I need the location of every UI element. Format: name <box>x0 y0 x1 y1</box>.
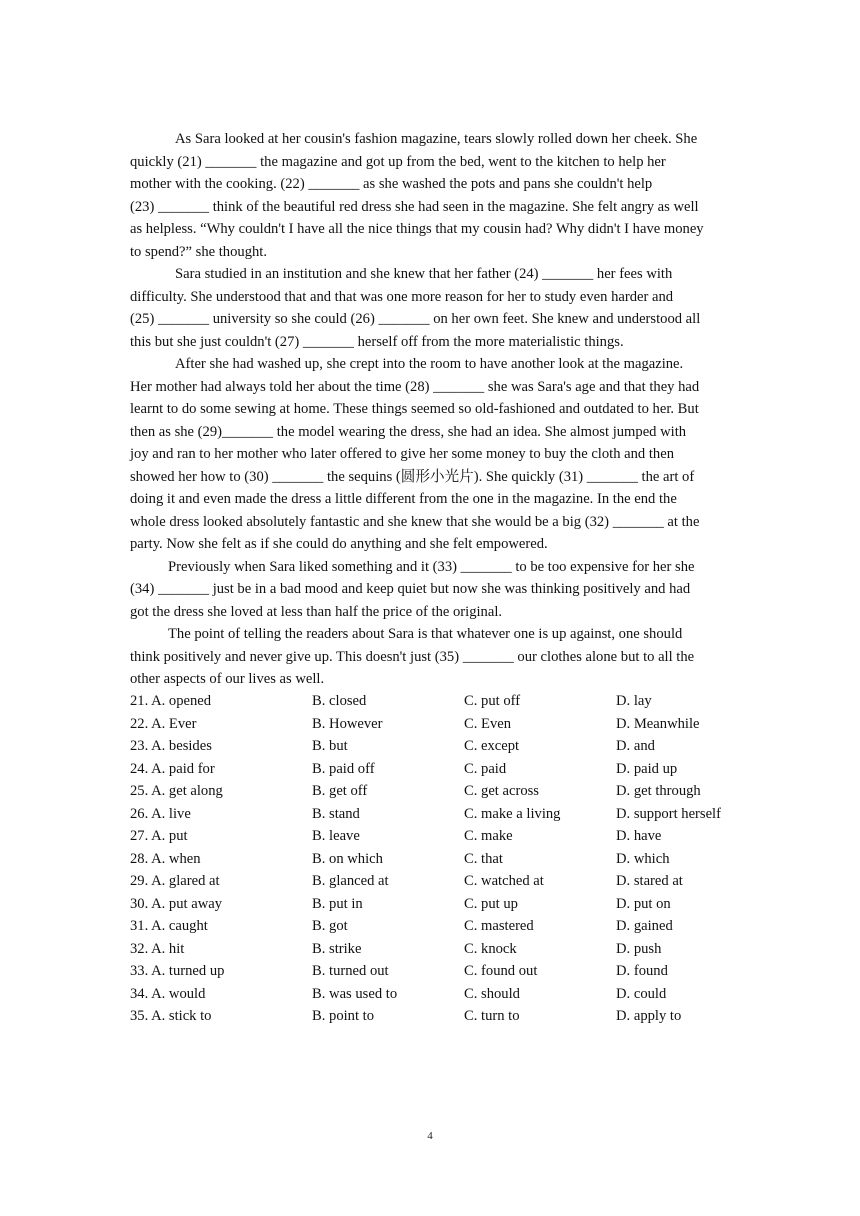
option-b: B. get off <box>312 783 368 799</box>
option-d: D. which <box>616 850 670 867</box>
option-row <box>130 893 750 916</box>
line: mother with the cooking. (22) _______ as she washed the pots and pans she couldn't help <box>130 176 653 192</box>
option-c: C. mastered <box>464 918 534 934</box>
option-row <box>130 915 750 938</box>
line: got the dress she loved at less than half the price of the original. <box>130 603 503 620</box>
option-b: B. was used to <box>312 985 398 1002</box>
paragraph-5 <box>130 623 732 691</box>
option-d: D. could <box>616 985 667 1002</box>
line: (34) _______ just be in a bad mood and keep quiet but now she was thinking positively and had <box>130 581 691 597</box>
line: learnt to do some sewing at home. These things seemed so old-fashioned and outdated to her. But <box>130 401 699 417</box>
option-b: B. stand <box>312 805 360 822</box>
option-a: 26. A. live <box>130 805 191 822</box>
option-c: C. paid <box>464 760 507 777</box>
option-d: D. gained <box>616 918 673 934</box>
option-b: B. turned out <box>312 963 389 979</box>
line: Her mother had always told her about the time (28) _______ she was Sara's age and that they had <box>130 378 700 395</box>
option-c: C. put off <box>464 693 521 709</box>
paragraph-2 <box>130 263 732 353</box>
line: think positively and never give up. This doesn't just (35) _______ our clothes alone but to all the <box>130 648 695 665</box>
line: After she had washed up, she crept into the room to have another look at the magazine. <box>175 356 684 372</box>
option-b: B. glanced at <box>312 873 389 889</box>
option-b: B. point to <box>312 1008 375 1024</box>
option-d: D. support herself <box>616 805 721 822</box>
option-row <box>130 803 750 826</box>
option-b: B. put in <box>312 895 363 912</box>
line: other aspects of our lives as well. <box>130 671 325 687</box>
line: Sara studied in an institution and she knew that her father (24) _______ her fees with <box>175 266 673 282</box>
answer-options <box>130 690 750 1028</box>
option-d: D. found <box>616 963 668 979</box>
option-b: B. strike <box>312 940 362 957</box>
line: joy and ran to her mother who later offered to give her some money to buy the cloth and then <box>130 446 675 462</box>
line: to spend?” she thought. <box>130 243 267 260</box>
option-row <box>130 735 750 758</box>
paragraph-3 <box>130 353 732 556</box>
option-d: D. and <box>616 738 655 754</box>
option-b: B. However <box>312 715 383 732</box>
line: (23) _______ think of the beautiful red dress she had seen in the magazine. She felt angry as well <box>130 198 699 215</box>
option-d: D. push <box>616 940 662 957</box>
option-b: B. closed <box>312 693 367 709</box>
option-a: 27. A. put <box>130 828 188 844</box>
option-row <box>130 938 750 961</box>
option-row <box>130 983 750 1006</box>
option-row <box>130 690 750 713</box>
option-b: B. on which <box>312 850 383 867</box>
option-d: D. stared at <box>616 873 683 889</box>
option-a: 28. A. when <box>130 850 201 867</box>
line: doing it and even made the dress a little different from the one in the magazine. In the end the <box>130 491 677 507</box>
line: (25) _______ university so she could (26) _______ on her own feet. She knew and understood all <box>130 311 701 327</box>
line: Previously when Sara liked something and it (33) _______ to be too expensive for her she <box>168 558 695 575</box>
option-a: 30. A. put away <box>130 895 223 912</box>
option-c: C. that <box>464 850 503 867</box>
option-row <box>130 1005 750 1028</box>
option-a: 35. A. stick to <box>130 1008 212 1024</box>
option-c: C. Even <box>464 715 512 732</box>
line: quickly (21) _______ the magazine and got up from the bed, went to the kitchen to help her <box>130 153 666 170</box>
option-d: D. put on <box>616 895 671 912</box>
option-d: D. have <box>616 828 662 844</box>
option-a: 29. A. glared at <box>130 873 220 889</box>
option-c: C. found out <box>464 963 538 979</box>
line: difficulty. She understood that and that was one more reason for her to study even harder and <box>130 288 674 305</box>
option-b: B. got <box>312 918 348 934</box>
line: As Sara looked at her cousin's fashion magazine, tears slowly rolled down her cheek. She <box>175 131 698 147</box>
option-row <box>130 870 750 893</box>
option-d: D. apply to <box>616 1008 682 1024</box>
option-a: 34. A. would <box>130 985 206 1002</box>
option-c: C. make <box>464 828 513 844</box>
option-a: 33. A. turned up <box>130 963 225 979</box>
option-row <box>130 713 750 736</box>
line: party. Now she felt as if she could do anything and she felt empowered. <box>130 536 548 552</box>
option-c: C. knock <box>464 940 517 957</box>
line: then as she (29)_______ the model wearing the dress, she had an idea. She almost jumped with <box>130 423 687 440</box>
option-c: C. should <box>464 985 520 1002</box>
paragraph-4 <box>130 556 732 624</box>
line: as helpless. “Why couldn't I have all the nice things that my cousin had? Why didn't I have money <box>130 221 704 237</box>
page-number: 4 <box>427 1130 433 1142</box>
option-b: B. but <box>312 738 348 754</box>
option-b: B. leave <box>312 828 360 844</box>
line: The point of telling the readers about Sara is that whatever one is up against, one should <box>168 626 683 642</box>
option-row <box>130 848 750 871</box>
option-a: 31. A. caught <box>130 918 208 934</box>
option-c: C. except <box>464 738 520 754</box>
option-row <box>130 758 750 781</box>
option-a: 24. A. paid for <box>130 760 215 777</box>
option-b: B. paid off <box>312 760 375 777</box>
option-d: D. get through <box>616 783 701 799</box>
option-c: C. make a living <box>464 805 561 822</box>
cloze-passage <box>130 128 732 691</box>
option-a: 21. A. opened <box>130 693 212 709</box>
line: showed her how to (30) _______ the sequins (圆形小光片). She quickly (31) _______ the art of <box>130 468 695 485</box>
option-a: 32. A. hit <box>130 940 185 957</box>
option-d: D. paid up <box>616 760 678 777</box>
option-a: 25. A. get along <box>130 783 223 799</box>
line: whole dress looked absolutely fantastic and she knew that she would be a big (32) _______ at the <box>130 513 700 530</box>
option-d: D. Meanwhile <box>616 715 700 732</box>
option-row <box>130 780 750 803</box>
option-c: C. watched at <box>464 873 544 889</box>
option-a: 23. A. besides <box>130 738 212 754</box>
option-c: C. get across <box>464 783 539 799</box>
option-row <box>130 960 750 983</box>
line: this but she just couldn't (27) _______ herself off from the more materialistic things. <box>130 333 624 350</box>
option-a: 22. A. Ever <box>130 715 197 732</box>
option-row <box>130 825 750 848</box>
option-c: C. put up <box>464 895 518 912</box>
paragraph-1 <box>130 128 732 263</box>
option-d: D. lay <box>616 693 652 709</box>
option-c: C. turn to <box>464 1008 520 1024</box>
